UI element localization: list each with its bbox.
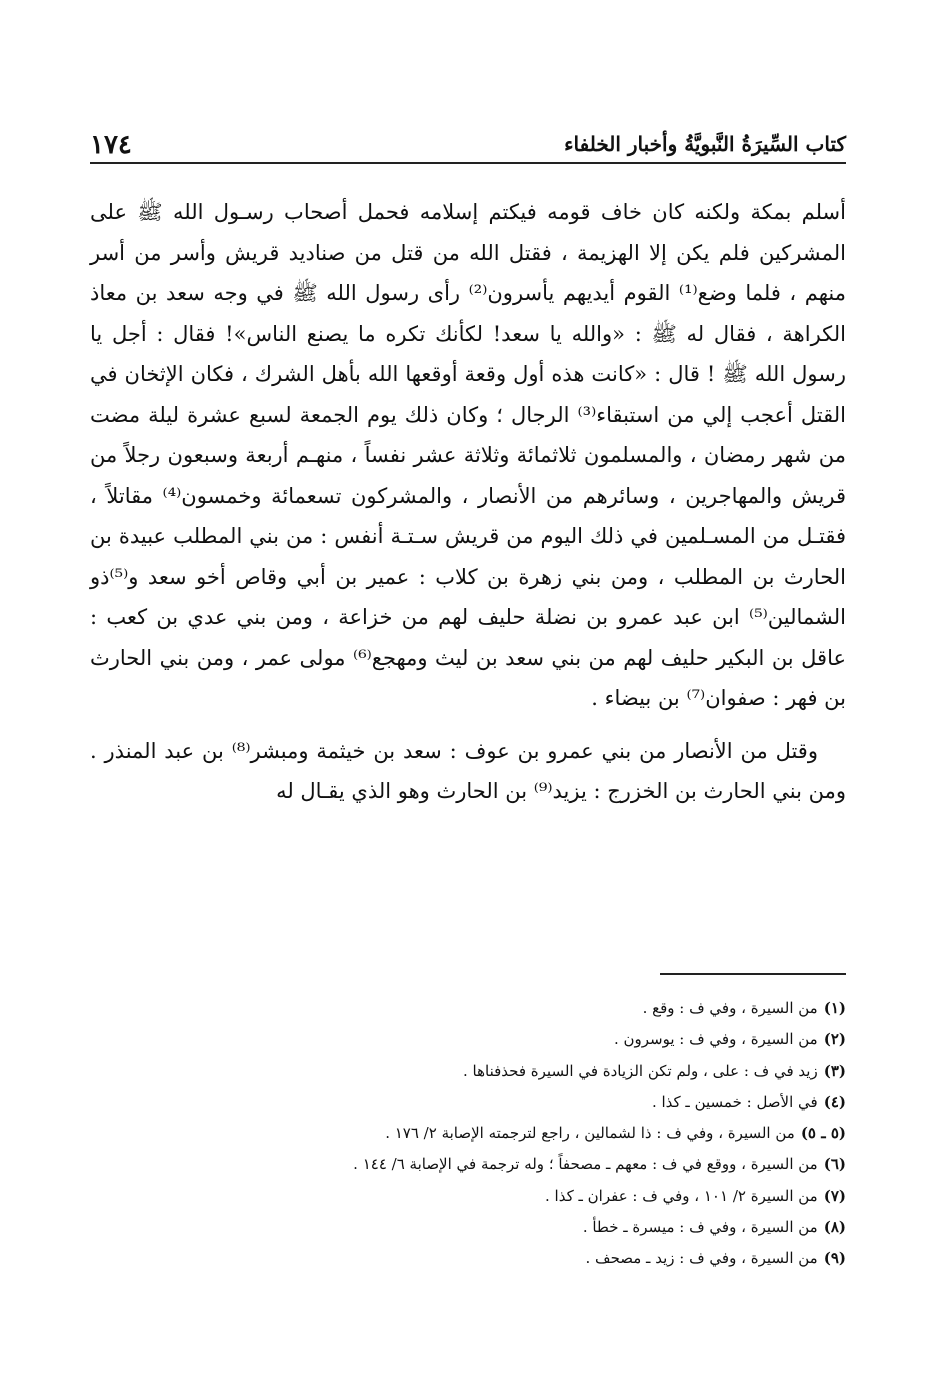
paragraph: وقتل من الأنصار من بني عمرو بن عوف : سعد بن خيثمة ومبشر⁽⁸⁾ بن عبد المنذر . ومن بني الحارث بن الخزرج : يزيد⁽⁹⁾ بن الحارث وهو الذي يقـال له	[90, 738, 846, 803]
footnote-number: (٦)	[823, 1155, 846, 1174]
footnote-number: (٧)	[823, 1186, 846, 1205]
running-title: كتاب السِّيرَةُ النَّبويَّةُ وأخبار الخلفاء	[564, 132, 846, 156]
footnote	[150, 1056, 846, 1087]
footnote-number: (١)	[823, 999, 846, 1017]
footnote-text: من السيرة ، وفي ف : وقع .	[642, 999, 818, 1017]
footnote-text: من السيرة ، وفي ف : ذا لشمالين ، راجع لترجمته الإصابة ٢/ ١٧٦ .	[385, 1124, 795, 1143]
page-header	[90, 120, 846, 164]
footnote	[150, 1024, 846, 1055]
footnote-number: (٥ ـ ٥)	[800, 1124, 846, 1143]
footnote-text: من السيرة ، وفي ف : ميسرة ـ خطأ .	[582, 1218, 818, 1237]
footnote	[150, 1212, 846, 1243]
footnote	[150, 1149, 846, 1180]
footnote	[150, 1181, 846, 1212]
footnote-number: (٩)	[823, 1249, 846, 1268]
footnote	[150, 1243, 846, 1274]
footnote-text: في الأصل : خمسين ـ كذا .	[651, 1092, 818, 1111]
footnote-number: (٤)	[823, 1092, 846, 1111]
footnote	[150, 1118, 846, 1149]
footnote-separator	[660, 973, 846, 975]
footnote-number: (٢)	[823, 1030, 846, 1049]
footnote	[150, 1087, 846, 1118]
main-text	[90, 192, 846, 812]
footnote	[150, 993, 846, 1024]
footnote-text: زيد في ف : على ، ولم تكن الزيادة في السيرة فحذفناها .	[463, 1061, 818, 1080]
footnotes-list	[150, 993, 846, 1275]
footnote-text: من السيرة ٢/ ١٠١ ، وفي ف : عفران ـ كذا .	[545, 1186, 818, 1205]
page-number: ١٧٤	[90, 130, 132, 160]
footnote-text: من السيرة ، وفي ف : يوسرون .	[613, 1030, 818, 1049]
footnote-number: (٨)	[823, 1218, 846, 1237]
footnote-number: (٣)	[823, 1061, 846, 1080]
paragraph: أسلم بمكة ولكنه كان خاف قومه فيكتم إسلامه فحمل أصحاب رسـول الله ﷺ على المشركين فلم يكن إلا الهزيمة ، فقتل الله من قتل من صناديد قريش وأسر من أسر منهم ، فلما وضع⁽¹⁾ القوم أيديهم يأسرون⁽²⁾ رأى رسول الله ﷺ في وجه سعد بن معاذ الكراهة ، فقال له ﷺ : «والله يا سعد! لكأنك تكره ما يصنع الناس»! فقال : أجل يا رسول الله ﷺ ! قال : «كانت هذه أول وقعة أوقعها الله بأهل الشرك ، فكان الإثخان في القتل أعجب إلي من استبقاء⁽³⁾ الرجال ؛ وكان ذلك يوم الجمعة لسبع عشرة ليلة مضت من شهر رمضان ، والمسلمون ثلاثمائة وثلاثة عشر نفساً ، منهـم أربعة وسبعون رجلاً من قريش والمهاجرين ، وسائرهم من الأنصار ، والمشركون تسعمائة وخمسون⁽⁴⁾ مقاتلاً ، فقتـل من المسـلمين في ذلك اليوم من قريش سـتـة أنفس : من بني المطلب عبيدة بن الحارث بن المطلب ، ومن بني زهرة بن كلاب : عمير بن أبي وقاص أخو سعد و⁽⁵⁾ذو الشمالين⁽⁵⁾ ابن عبد عمرو بن نضلة حليف لهم من خزاعة ، ومن بني عدي بن كعب : عاقل بن البكير حليف لهم من بني سعد بن ليث ومهجع⁽⁶⁾ مولى عمر ، ومن بني الحارث بن فهر : صفوان⁽⁷⁾ بن بيضاء .	[90, 200, 846, 710]
footnote-text: من السيرة ، وفي ف : زيد ـ مصحف .	[585, 1249, 818, 1268]
footnote-text: من السيرة ، ووقع في ف : معهم ـ مصحفاً ؛ وله ترجمة في الإصابة ٦/ ١٤٤ .	[353, 1155, 818, 1174]
